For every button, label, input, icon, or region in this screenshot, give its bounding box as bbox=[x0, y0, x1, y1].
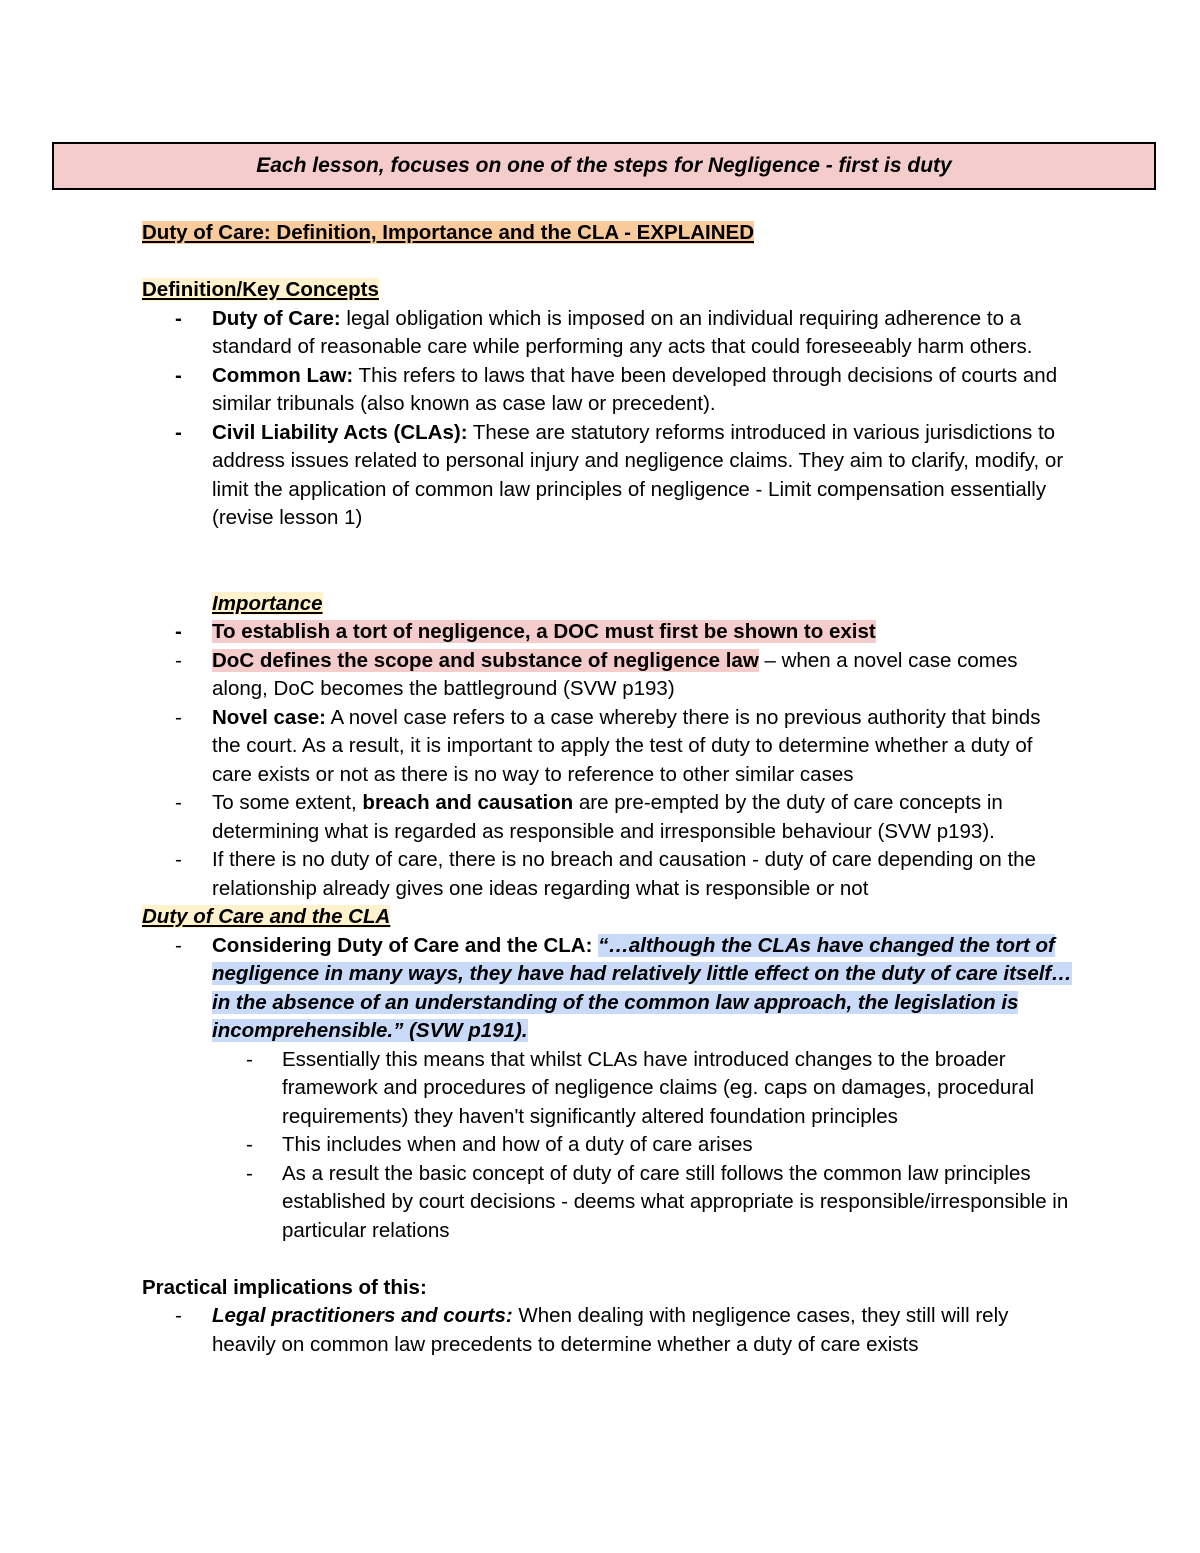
practical-list bbox=[142, 1302, 1072, 1359]
list-item: - Novel case: A novel case refers to a case whereby there is no previous authority that binds the court. As a result, it is important to apply the test of duty to determine whether a duty of care exists or not as there is no way to reference to other similar cases bbox=[175, 705, 1041, 786]
cla-list bbox=[142, 932, 1072, 1246]
list-item: - This includes when and how of a duty of care arises bbox=[246, 1133, 753, 1156]
cla-sublist bbox=[212, 1046, 1072, 1246]
lesson-banner bbox=[52, 142, 1156, 190]
importance-heading: Importance bbox=[212, 591, 323, 615]
list-item: - Essentially this means that whilst CLAs have introduced changes to the broader framework and procedures of negligence claims (eg. caps on damages, procedural requirements) they haven't significantly altered foundation principles bbox=[246, 1047, 1035, 1128]
list-item: - To some extent, breach and causation are pre-empted by the duty of care concepts in determining what is regarded as responsible and irresponsible behaviour (SVW p193). bbox=[175, 791, 1003, 843]
cla-heading: Duty of Care and the CLA bbox=[142, 905, 391, 928]
definitions-list bbox=[142, 305, 1072, 533]
list-item: - Duty of Care: legal obligation which is imposed on an individual requiring adherence to a standard of reasonable care while performing any acts that could foreseeably harm others. bbox=[175, 306, 1033, 358]
list-item: - Legal practitioners and courts: When dealing with negligence cases, they still will rely heavily on common law precedents to determine whether a duty of care exists bbox=[175, 1304, 1009, 1356]
list-item: - Common Law: This refers to laws that have been developed through decisions of courts and similar tribunals (also known as case law or precedent). bbox=[175, 363, 1058, 415]
list-item: - DoC defines the scope and substance of negligence law – when a novel case comes along, DoC becomes the battleground (SVW p193) bbox=[175, 648, 1018, 700]
cla-quote: “…although the CLAs have changed the tort of negligence in many ways, they have had relatively little effect on the duty of care itself… in the absence of an understanding of the common law approach, the legislation is incomprehensible.” (SVW p191). bbox=[212, 933, 1072, 1042]
list-item: - As a result the basic concept of duty of care still follows the common law principles established by court decisions - deems what appropriate is responsible/irresponsible in particular relations bbox=[246, 1161, 1069, 1242]
importance-list bbox=[142, 618, 1072, 903]
definitions-heading: Definition/Key Concepts bbox=[142, 278, 379, 301]
list-item: - Considering Duty of Care and the CLA: “…although the CLAs have changed the tort of negligence in many ways, they have had relatively little effect on the duty of care itself… in the absence of an understanding of the common law approach, the legislation is incomprehensible.” (SVW p191). - Essentially this means that whilst CLAs have introduced changes to the broader framework and procedures of negligence claims (eg. caps on damages, procedural requirements) they haven't significantly altered foundation principles - This includes when and how of a duty of care arises - As a result the basic concept of duty of care still follows the common law principles established by court decisions - deems what appropriate is responsible/irresponsible in particular relations bbox=[212, 932, 1072, 1246]
list-item: - To establish a tort of negligence, a DOC must first be shown to exist bbox=[175, 620, 876, 643]
document-body bbox=[142, 219, 1072, 1359]
list-item: - If there is no duty of care, there is no breach and causation - duty of care depending on the relationship already gives one ideas regarding what is responsible or not bbox=[175, 848, 1036, 900]
list-item: - Civil Liability Acts (CLAs): These are statutory reforms introduced in various jurisdictions to address issues related to personal injury and negligence claims. They aim to clarify, modify, or limit the application of common law principles of negligence - Limit compensation essentially (revise lesson 1) bbox=[175, 420, 1064, 529]
practical-heading: Practical implications of this: bbox=[142, 1275, 427, 1299]
banner-text: Each lesson, focuses on one of the steps for Negligence - first is duty bbox=[256, 154, 952, 177]
page-title: Duty of Care: Definition, Importance and the CLA - EXPLAINED bbox=[142, 221, 754, 244]
